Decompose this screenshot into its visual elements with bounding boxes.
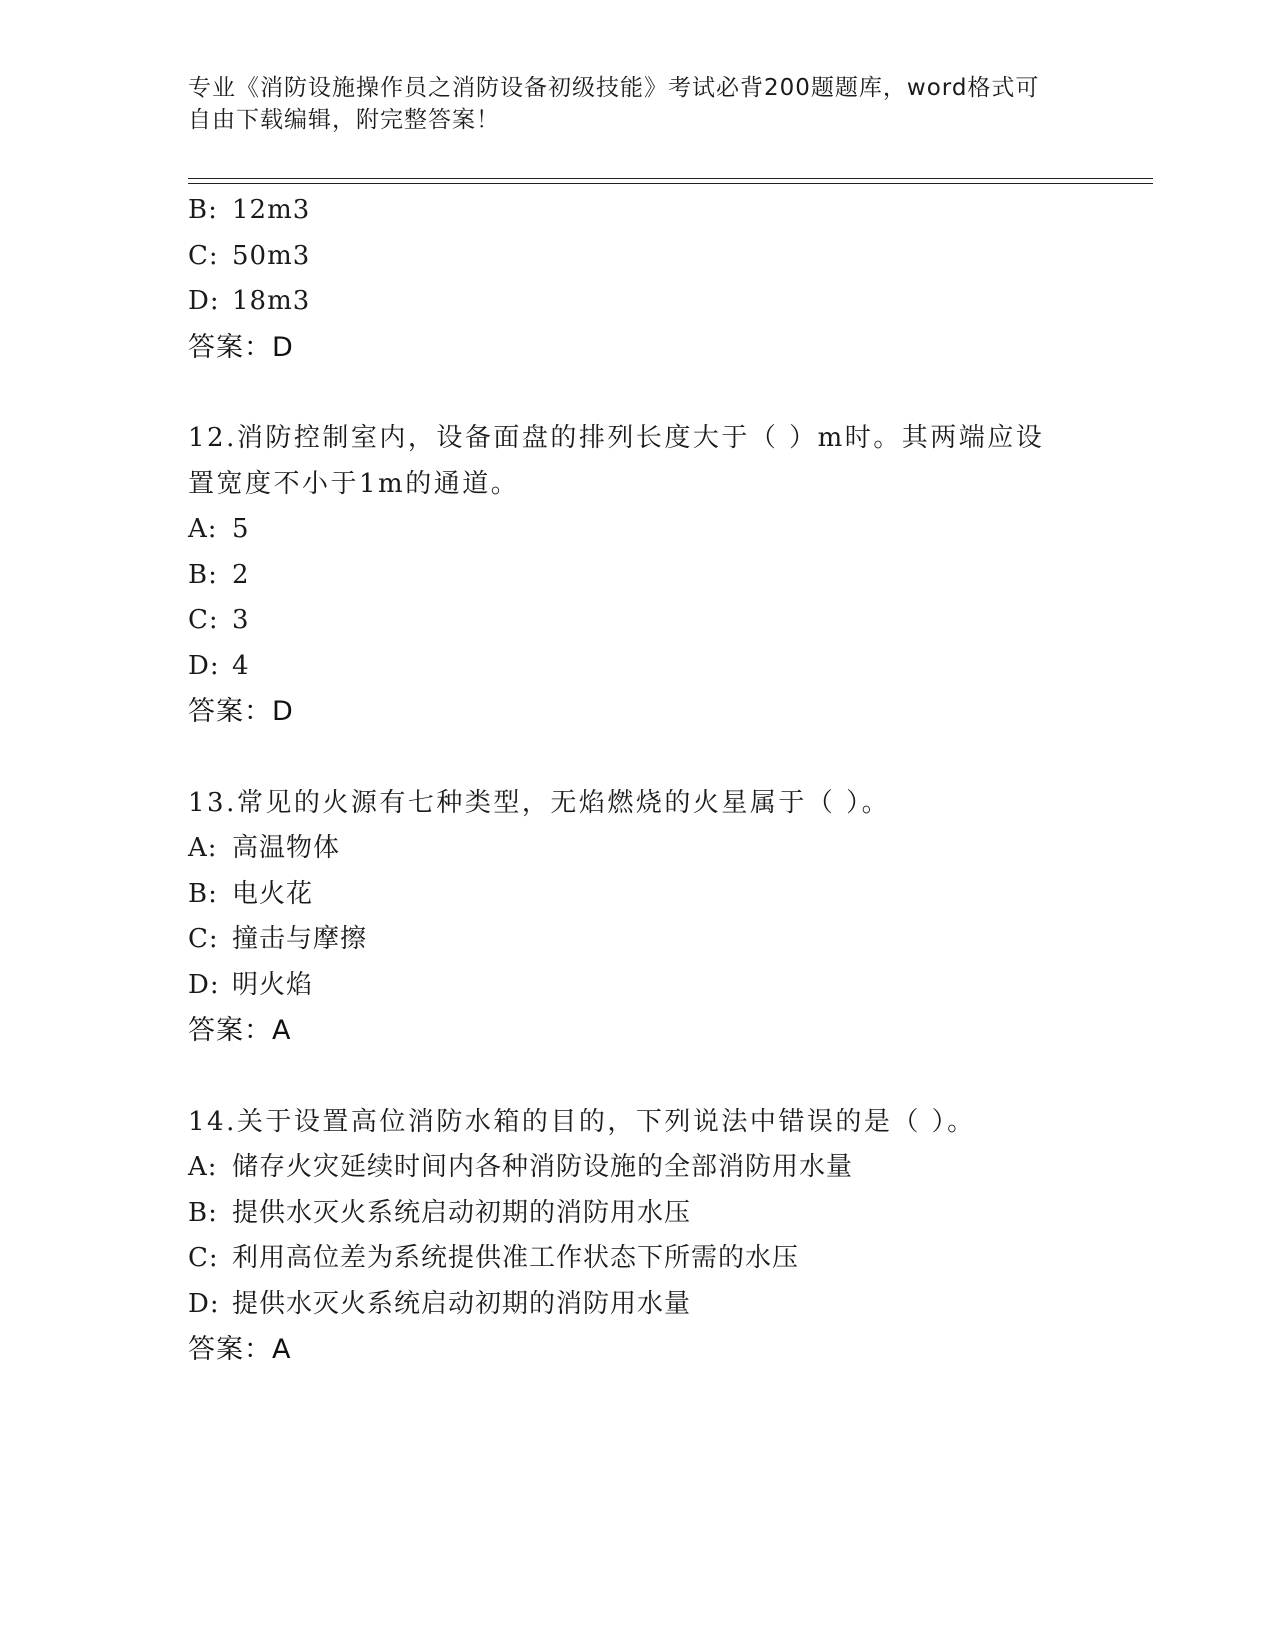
- option-d: D: 提供水灭火系统启动初期的消防用水量: [188, 1288, 692, 1319]
- option-a: A: 高温物体: [188, 833, 341, 863]
- option-c: C: 利用高位差为系统提供准工作状态下所需的水压: [188, 1243, 800, 1273]
- option-a: A: 5: [188, 514, 250, 544]
- header-divider-top: [188, 178, 1153, 179]
- answer-line: 答案：D: [188, 696, 294, 727]
- option-b: B: 提供水灭火系统启动初期的消防用水压: [188, 1197, 692, 1228]
- answer-line: 答案：A: [188, 1334, 292, 1365]
- question-list: [188, 188, 1088, 1373]
- option-a: A: 储存火灾延续时间内各种消防设施的全部消防用水量: [188, 1152, 854, 1182]
- question-stem: 12.消防控制室内，设备面盘的排列长度大于（ ）m时。其两端应设 置宽度不小于1m的通道。: [188, 423, 1045, 499]
- option-b: B: 2: [188, 559, 250, 590]
- option-d: D: 4: [188, 650, 250, 681]
- header-line-1: 专业《消防设施操作员之消防设备初级技能》考试必背200题题库，word格式可: [188, 75, 1040, 101]
- answer-line: 答案：D: [188, 331, 294, 363]
- option-b: B: 12m3: [188, 195, 311, 225]
- option-c: C: 撞击与摩擦: [188, 924, 368, 954]
- question-12: [188, 416, 1088, 735]
- header-line-2: 自由下载编辑，附完整答案！: [188, 107, 500, 133]
- option-d: D: 18m3: [188, 286, 311, 316]
- question-11-continued: [188, 188, 1088, 370]
- document-header: [188, 72, 1088, 136]
- option-b: B: 电火花: [188, 878, 314, 909]
- header-divider-bottom: [188, 183, 1153, 184]
- question-stem: 14.关于设置高位消防水箱的目的，下列说法中错误的是（ ）。: [188, 1106, 976, 1137]
- question-14: [188, 1100, 1088, 1373]
- option-c: C: 50m3: [188, 240, 311, 271]
- question-stem: 13.常见的火源有七种类型，无焰燃烧的火星属于（ ）。: [188, 787, 891, 818]
- option-d: D: 明火焰: [188, 969, 314, 1000]
- question-13: [188, 781, 1088, 1054]
- answer-line: 答案：A: [188, 1015, 292, 1046]
- option-c: C: 3: [188, 605, 250, 635]
